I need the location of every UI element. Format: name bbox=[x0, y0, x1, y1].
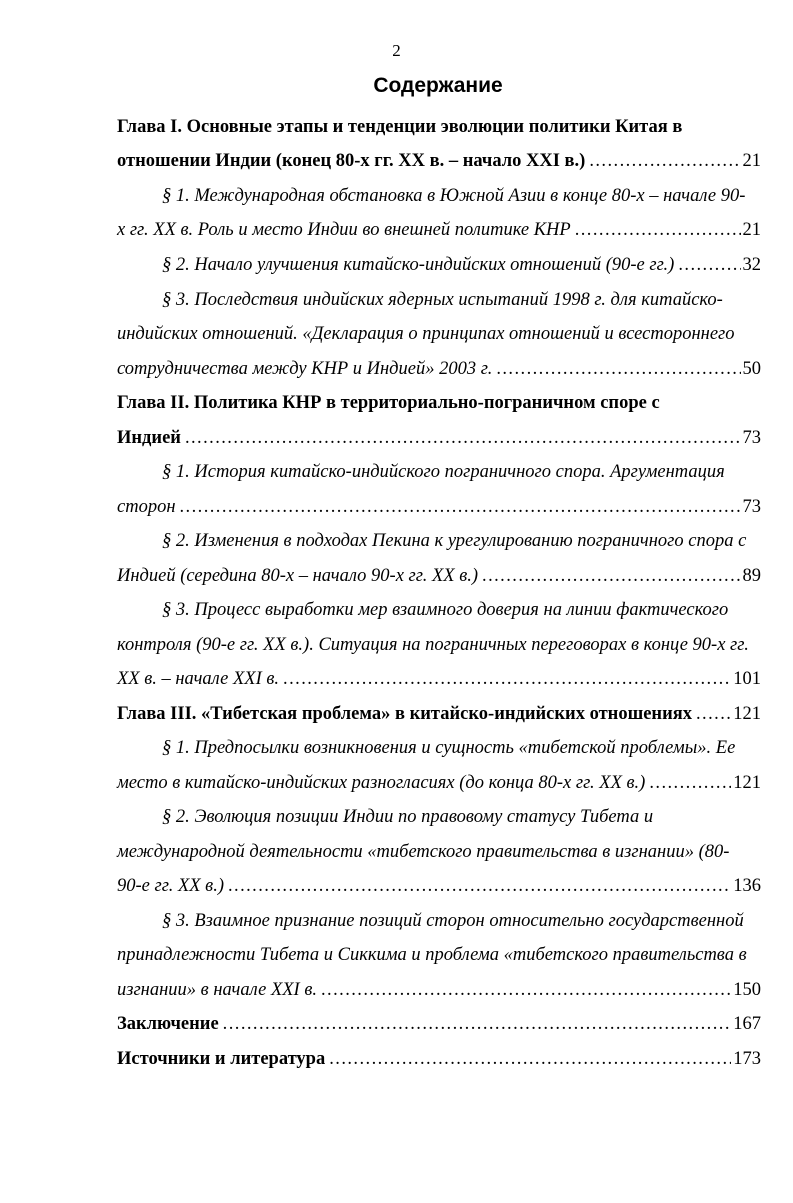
dot-leader bbox=[321, 978, 731, 1002]
toc-section-3-1-line-2: место в китайско-индийских разногласиях (до конца 80-х гг. XX в.) bbox=[117, 773, 646, 793]
toc-section-3-2-line-2: международной деятельности «тибетского правительства в изгнании» (80- bbox=[117, 842, 730, 862]
toc-page-number: 73 bbox=[742, 428, 761, 448]
dot-leader bbox=[678, 253, 740, 277]
dot-leader bbox=[649, 771, 731, 795]
page-title: Содержание bbox=[373, 74, 503, 97]
toc-section-2-3-line-2: контроля (90-е гг. XX в.). Ситуация на пограничных переговорах в конце 90-х гг. bbox=[117, 635, 749, 655]
toc-section-3-3-entry[interactable] bbox=[117, 978, 761, 1002]
toc-page-number: 21 bbox=[742, 151, 761, 171]
toc-page-number: 21 bbox=[742, 220, 761, 240]
toc-chapter-2-entry[interactable] bbox=[117, 426, 761, 450]
toc-chapter-3-entry[interactable] bbox=[117, 702, 761, 726]
toc-section-3-1-entry[interactable] bbox=[117, 771, 761, 795]
dot-leader bbox=[185, 426, 741, 450]
toc-page-number: 121 bbox=[733, 704, 761, 724]
toc-page-number: 50 bbox=[742, 359, 761, 379]
toc-chapter-2-line-1: Глава II. Политика КНР в территориально-пограничном споре с bbox=[117, 393, 660, 413]
toc-section-2-2-entry[interactable] bbox=[117, 564, 761, 588]
toc-chapter-3-line-1: Глава III. «Тибетская проблема» в китайско-индийских отношениях bbox=[117, 704, 692, 724]
toc-section-3-2-entry[interactable] bbox=[117, 874, 761, 898]
toc-page-number: 73 bbox=[742, 497, 761, 517]
toc-section-1-1-entry[interactable] bbox=[117, 218, 761, 242]
toc-page-number: 101 bbox=[733, 669, 761, 689]
toc-chapter-2-line-2: Индией bbox=[117, 428, 181, 448]
toc-section-2-1-line-2: сторон bbox=[117, 497, 176, 517]
toc-section-1-1-line-1: § 1. Международная обстановка в Южной Азии в конце 80-х – начале 90- bbox=[162, 186, 746, 206]
toc-section-1-3-line-2: индийских отношений. «Декларация о принципах отношений и всестороннего bbox=[117, 324, 735, 344]
toc-section-1-3-line-1: § 3. Последствия индийских ядерных испытаний 1998 г. для китайско- bbox=[162, 290, 723, 310]
toc-page-number: 150 bbox=[733, 980, 761, 1000]
toc-chapter-1-line-2: отношении Индии (конец 80-х гг. XX в. – начало XXI в.) bbox=[117, 151, 586, 171]
dot-leader bbox=[575, 218, 741, 242]
toc-section-1-1-line-2: х гг. XX в. Роль и место Индии во внешней политике КНР bbox=[117, 220, 571, 240]
toc-section-3-2-line-3: 90-е гг. XX в.) bbox=[117, 876, 224, 896]
toc-section-2-1-line-1: § 1. История китайско-индийского пограничного спора. Аргументация bbox=[162, 462, 725, 482]
toc-page-number: 89 bbox=[742, 566, 761, 586]
toc-page-number: 167 bbox=[733, 1014, 761, 1034]
toc-section-1-2-line-1: § 2. Начало улучшения китайско-индийских отношений (90-е гг.) bbox=[162, 255, 675, 275]
toc-conclusion-entry[interactable] bbox=[117, 1012, 761, 1036]
toc-section-3-1-line-1: § 1. Предпосылки возникновения и сущность «тибетской проблемы». Ее bbox=[162, 738, 736, 758]
toc-chapter-1-entry[interactable] bbox=[117, 149, 761, 173]
toc-section-2-2-line-2: Индией (середина 80-х – начало 90-х гг. XX в.) bbox=[117, 566, 479, 586]
toc-section-1-3-entry[interactable] bbox=[117, 357, 761, 381]
toc-page-number: 136 bbox=[733, 876, 761, 896]
toc-section-2-3-line-3: XX в. – начале XXI в. bbox=[117, 669, 280, 689]
toc-section-2-1-entry[interactable] bbox=[117, 495, 761, 519]
page-number: 2 bbox=[392, 41, 401, 60]
dot-leader bbox=[223, 1012, 732, 1036]
toc-section-1-3-line-3: сотрудничества между КНР и Индией» 2003 г. bbox=[117, 359, 493, 379]
toc-sources-label: Источники и литература bbox=[117, 1049, 326, 1069]
toc-section-3-3-line-1: § 3. Взаимное признание позиций сторон относительно государственной bbox=[162, 911, 744, 931]
toc-sources-entry[interactable] bbox=[117, 1047, 761, 1071]
toc-page-number: 173 bbox=[733, 1049, 761, 1069]
toc-section-2-3-line-1: § 3. Процесс выработки мер взаимного доверия на линии фактического bbox=[162, 600, 729, 620]
toc-section-2-2-line-1: § 2. Изменения в подходах Пекина к урегулированию пограничного спора с bbox=[162, 531, 747, 551]
toc-section-3-3-line-2: принадлежности Тибета и Сиккима и проблема «тибетского правительства в bbox=[117, 945, 747, 965]
dot-leader bbox=[228, 874, 731, 898]
dot-leader bbox=[696, 702, 731, 726]
dot-leader bbox=[329, 1047, 731, 1071]
toc-section-3-3-line-3: изгнании» в начале XXI в. bbox=[117, 980, 317, 1000]
toc-chapter-1-line-1: Глава I. Основные этапы и тенденции эволюции политики Китая в bbox=[117, 117, 683, 137]
toc-section-3-2-line-1: § 2. Эволюция позиции Индии по правовому статусу Тибета и bbox=[162, 807, 654, 827]
toc-section-2-3-entry[interactable] bbox=[117, 667, 761, 691]
dot-leader bbox=[496, 357, 740, 381]
toc-page-number: 32 bbox=[742, 255, 761, 275]
toc-page-number: 121 bbox=[733, 773, 761, 793]
dot-leader bbox=[180, 495, 741, 519]
dot-leader bbox=[589, 149, 740, 173]
dot-leader bbox=[482, 564, 740, 588]
toc-conclusion-label: Заключение bbox=[117, 1014, 219, 1034]
toc-section-1-2-entry[interactable] bbox=[162, 253, 761, 277]
dot-leader bbox=[283, 667, 731, 691]
